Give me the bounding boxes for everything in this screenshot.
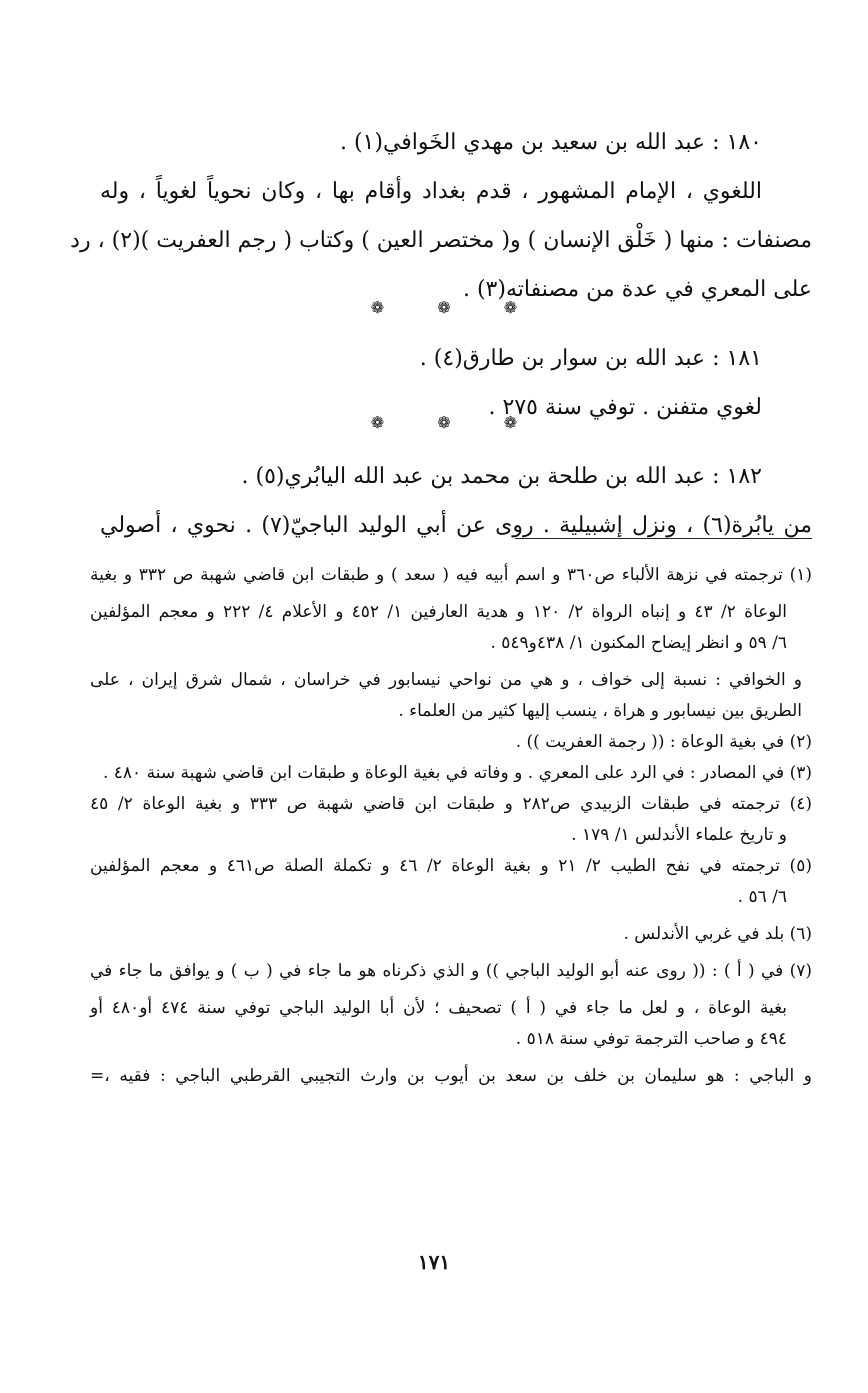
footnote-5-line-1: (٥) ترجمته في نفح الطيب ٢/ ٢١ و بغية الوعاة ٢/ ٤٦ و تكملة الصلة ص٤٦١ و معجم المؤلفين <box>90 856 812 876</box>
entry-180-heading: ١٨٠ : عبد الله بن سعيد بن مهدي الخَوافي(١) . <box>339 130 762 155</box>
footnote-separator <box>515 538 812 539</box>
footnote-4-line-1: (٤) ترجمته في طبقات الزبيدي ص٢٨٢ و طبقات ابن قاضي شهبة ص ٣٣٣ و بغية الوعاة ٢/ ٤٥ <box>90 794 812 814</box>
footnote-1-line-5: الطريق بين نيسابور و هراة ، ينسب إليها كثير من العلماء . <box>398 701 802 721</box>
entry-182-heading: ١٨٢ : عبد الله بن طلحة بن محمد بن عبد الله اليابُري(٥) . <box>241 464 762 489</box>
entry-181-heading: ١٨١ : عبد الله بن سوار بن طارق(٤) . <box>419 346 762 371</box>
footnote-7-line-4: و الباجي : هو سليمان بن خلف بن سعد بن أيوب بن وارث التجيبي القرطبي الباجي : فقيه ،= <box>90 1066 812 1086</box>
entry-180-line-3: على المعري في عدة من مصنفاته(٣) . <box>462 277 812 302</box>
footnote-4-line-2: و تاريخ علماء الأندلس ١/ ١٧٩ . <box>571 825 787 845</box>
footnote-7-line-1: (٧) في ( أ ) : (( روى عنه أبو الوليد الباجي )) و الذي ذكرناه هو ما جاء في ( ب ) و يوافق ما جاء في <box>90 961 812 981</box>
entry-181-line-1: لغوي متفنن . توفي سنة ٢٧٥ . <box>488 395 762 420</box>
footnotes <box>90 560 812 1092</box>
footnote-7-line-3: ٤٩٤ و صاحب الترجمة توفي سنة ٥١٨ . <box>515 1029 787 1049</box>
footnote-6: (٦) بلد في غربي الأندلس . <box>623 924 812 944</box>
entry-180-line-2: مصنفات : منها ( خَلْق الإنسان ) و( مختصر العين ) وكتاب ( رجم العفريت )(٢) ، رد <box>70 228 812 253</box>
entry-182-line-1: من يابُرة(٦) ، ونزل إشبيلية . روى عن أبي الوليد الباجيّ(٧) . نحوي ، أصولي <box>100 513 812 538</box>
footnote-1-line-4: و الخوافي : نسبة إلى خواف ، و هي من نواحي نيسابور في خراسان ، شمال شرق إيران ، على <box>90 670 802 690</box>
footnote-5-line-2: ٦/ ٥٦ . <box>737 887 787 907</box>
footnote-2: (٢) في بغية الوعاة : (( رجمة العفريت )) . <box>515 732 812 752</box>
footnote-3: (٣) في المصادر : في الرد على المعري . و وفاته في بغية الوعاة و طبقات ابن قاضي شهبة سنة ٤٨٠ . <box>102 763 812 783</box>
footnote-1-line-2: الوعاة ٢/ ٤٣ و إنباه الرواة ٢/ ١٢٠ و هدية العارفين ١/ ٤٥٢ و الأعلام ٤/ ٢٢٢ و معجم المؤلفين <box>90 602 787 622</box>
footnote-1-line-3: ٦/ ٥٩ و انظر إيضاح المكنون ١/ ٤٣٨و٥٤٩ . <box>490 633 787 653</box>
footnote-1-line-1: (١) ترجمته في نزهة الألباء ص٣٦٠ و اسم أبيه فيه ( سعد ) و طبقات ابن قاضي شهبة ص ٣٣٢ و بغية <box>90 565 812 585</box>
ornament-divider: ❁ ❁ ❁ <box>370 413 542 432</box>
entry-180-line-1: اللغوي ، الإمام المشهور ، قدم بغداد وأقام بها ، وكان نحوياً لغوياً ، وله <box>100 179 762 204</box>
footnote-7-line-2: بغية الوعاة ، و لعل ما جاء في ( أ ) تصحيف ؛ لأن أبا الوليد الباجي توفي سنة ٤٧٤ أو٤٨٠ أو <box>90 998 788 1018</box>
page-number: ١٧١ <box>417 1250 451 1274</box>
ornament-divider: ❁ ❁ ❁ <box>370 298 542 317</box>
main-text <box>70 118 812 550</box>
